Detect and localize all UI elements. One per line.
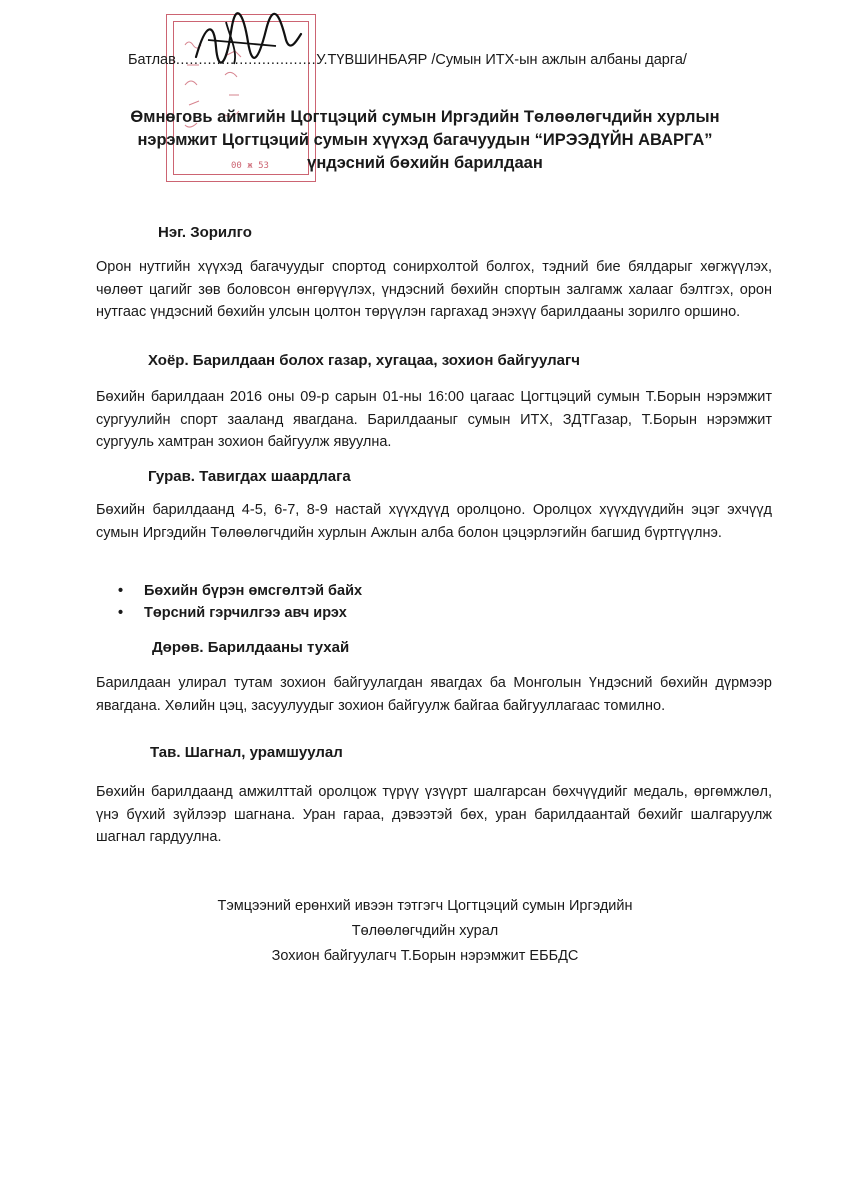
title-line-1: Өмнөговь аймгийн Цогтцэций сумын Иргэдийн Төлөөлөгчдийн хурлын <box>130 108 720 126</box>
section-heading-5: Тав. Шагнал, урамшуулал <box>150 744 343 761</box>
list-item <box>118 602 362 624</box>
section-body-2: Бөхийн барилдаан 2016 оны 09-р сарын 01-ны 16:00 цагаас Цогтцэций сумын Т.Борын нэрэмжит сургуулийн спорт зааланд явагдана. Барилдааныг сумын ИТХ, ЗДТГазар, Т.Борын нэрэмжит сургууль хамтран зохион байгуулж явуулна. <box>96 389 772 450</box>
section-heading-1: Нэг. Зорилго <box>158 224 252 241</box>
approval-dots: ............................... <box>175 52 317 68</box>
approval-label: Батлав <box>128 52 176 68</box>
approval-text: У.ТҮВШИНБАЯР /Сумын ИТХ-ын ажлын албаны дарга/ <box>316 52 687 68</box>
footer-line-1: Тэмцээний ерөнхий ивээн тэтгэгч Цогтцэций сумын Иргэдийн <box>217 898 633 914</box>
section-heading-2: Хоёр. Барилдаан болох газар, хугацаа, зохион байгуулагч <box>148 352 580 369</box>
section-body-5: Бөхийн барилдаанд амжилттай оролцож түрүү үзүүрт шалгарсан бөхчүүдийг медаль, өргөмжлөл, үнэ бүхий зүйлээр шагнана. Уран гараа, дэвээтэй бөх, уран барилдаантай бөхийг шалгаруулж шагнал гардуулна. <box>96 784 772 845</box>
document-title <box>60 106 790 175</box>
approval-line <box>128 52 687 68</box>
list-item-text: Бөхийн бүрэн өмсгөлтэй байх <box>144 583 363 599</box>
section-body-1: Орон нутгийн хүүхэд багачуудыг спортод сонирхолтой болгох, тэдний бие бялдарыг хөгжүүлэх, чөлөөт цагийг зөв боловсон өнгөрүүлэх, үндэсний бөхийн спортын залгамж халааг бэлтгэх, орон нутгаас үндэсний бөхийн улсын цолтон төрүүлэн гаргахад энэхүү барилдааны зорилго оршино. <box>96 259 772 320</box>
bullet-icon: • <box>118 583 124 599</box>
footer-line-3: Зохион байгуулагч Т.Борын нэрэмжит ЕББДС <box>271 948 579 964</box>
section-heading-4: Дөрөв. Барилдааны тухай <box>152 639 350 656</box>
section-body-3: Бөхийн барилдаанд 4-5, 6-7, 8-9 настай хүүхдүүд оролцоно. Оролцох хүүхдүүдийн эцэг эхчүүд сумын Иргэдийн Төлөөлөгчдийн хурлын Ажлын алба болон цэцэрлэгийн багшид бүртгүүлнэ. <box>96 502 772 541</box>
bullet-icon: • <box>118 605 124 621</box>
stamp-number: 00 ж 53 <box>231 161 269 171</box>
section-body-4: Барилдаан улирал тутам зохион байгуулагдан явагдах ба Монголын Үндэсний бөхийн дүрмээр явагдана. Хөлийн цэц, засуулуудыг зохион байгуулж байгаа байгууллагаас томилно. <box>96 675 772 714</box>
requirements-list <box>118 580 362 624</box>
list-item-text: Төрсний гэрчилгээ авч ирэх <box>144 605 347 621</box>
title-line-2: нэрэмжит Цогтцэций сумын хүүхэд багачуудын “ИРЭЭДҮЙН АВАРГА” <box>137 131 713 149</box>
section-heading-3: Гурав. Тавигдах шаардлага <box>148 468 351 485</box>
title-line-3: үндэсний бөхийн барилдаан <box>307 154 543 172</box>
list-item <box>118 580 362 602</box>
footer-line-2: Төлөөлөгчдийн хурал <box>351 923 499 939</box>
